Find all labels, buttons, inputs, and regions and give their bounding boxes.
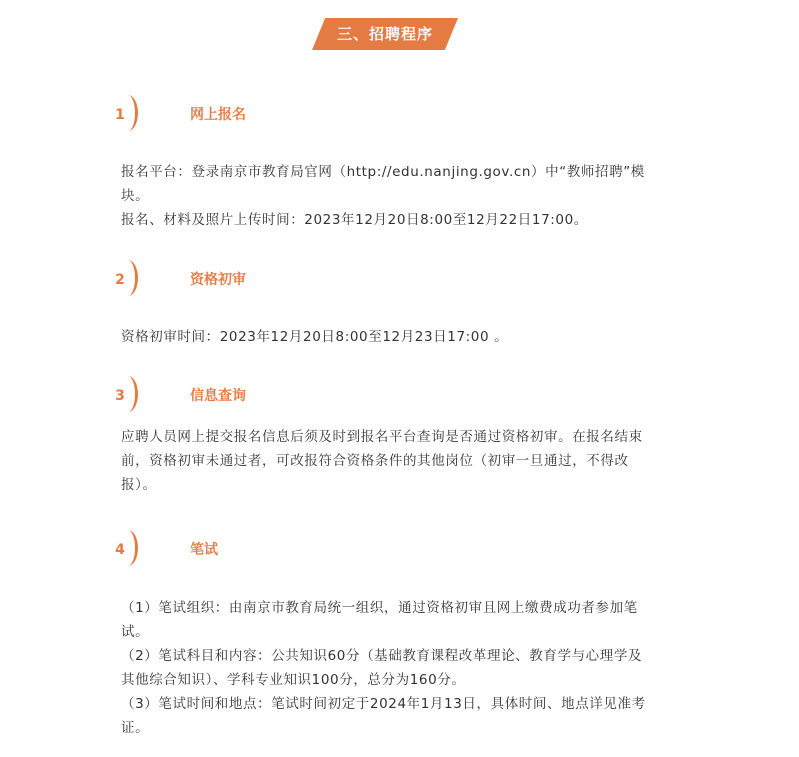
section-title: 信息查询: [190, 388, 246, 404]
section-3-heading: [0, 376, 799, 416]
section-4-body: [121, 596, 651, 740]
section-4-heading: [0, 530, 799, 570]
section-title: 网上报名: [190, 107, 246, 123]
section-title: 资格初审: [190, 272, 246, 288]
section-2-heading: [0, 260, 799, 300]
paragraph: 报名平台：登录南京市教育局官网（http://edu.nanjing.gov.cn）中“教师招聘”模块。: [121, 164, 645, 204]
section-number: 3: [115, 388, 125, 404]
section-header: [0, 18, 799, 50]
section-title: 笔试: [190, 542, 218, 558]
paragraph: 报名、材料及照片上传时间：2023年12月20日8:00至12月22日17:00。: [121, 212, 588, 228]
paragraph: （2）笔试科目和内容：公共知识60分（基础教育课程改革理论、教育学与心理学及其他综合知识）、学科专业知识100分，总分为160分。: [121, 648, 643, 688]
page-title: 三、招聘程序: [336, 25, 433, 43]
section-number: 2: [115, 272, 125, 288]
section-2-body: [121, 325, 651, 349]
section-1-heading: [0, 95, 799, 135]
section-1-body: [121, 160, 651, 232]
section-number: 4: [115, 542, 125, 558]
paragraph: 应聘人员网上提交报名信息后须及时到报名平台查询是否通过资格初审。在报名结束前，资格初审未通过者，可改报符合资格条件的其他岗位（初审一旦通过，不得改报）。: [121, 429, 643, 493]
paragraph: （3）笔试时间和地点：笔试时间初定于2024年1月13日，具体时间、地点详见准考证。: [121, 696, 646, 736]
section-number: 1: [115, 107, 125, 123]
paragraph: 资格初审时间：2023年12月20日8:00至12月23日17:00 。: [121, 329, 509, 345]
paragraph: （1）笔试组织：由南京市教育局统一组织，通过资格初审且网上缴费成功者参加笔试。: [121, 600, 638, 640]
section-3-body: [121, 425, 651, 497]
